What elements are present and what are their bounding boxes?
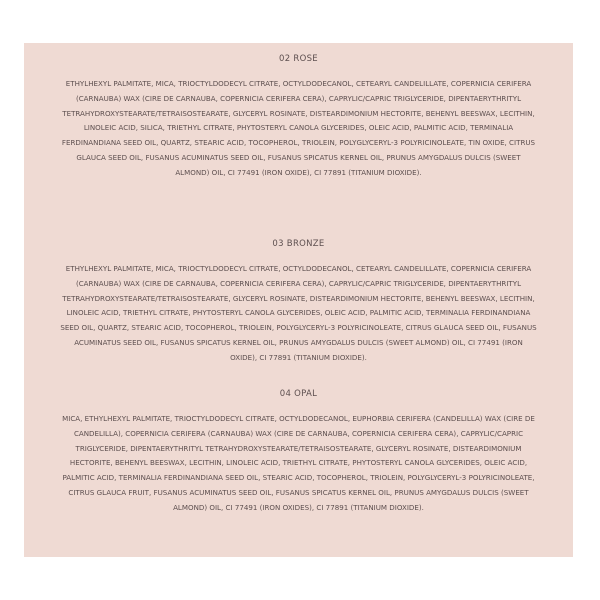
ingredients-text: ETHYLHEXYL PALMITATE, MICA, TRIOCTYLDODECYL CITRATE, OCTYLDODECANOL, CETEARYL CANDELILLATE, COPERNICIA CERIFERA (CARNAUBA) WAX (CIRE DE CARNAUBA, COPERNICIA CERIFERA CERA), CAPRYLIC/CAPRIC TRIGLYCERIDE, DIPENTAERYTHRITYL TETRAHYDROXYSTEARATE/TETRAISOSTEARATE, GLYCERYL ROSINATE, DISTEARDIMONIUM HECTORITE, BEHENYL BEESWAX, LECITHIN, LINOLEIC ACID, SILICA, TRIETHYL CITRATE, PHYTOSTERYL CANOLA GLYCERIDES, OLEIC ACID, PALMITIC ACID, TERMINALIA FERDINANDIANA SEED OIL, QUARTZ, STEARIC ACID, TOCOPHEROL, TRIOLEIN, POLYGLYCERYL-3 POLYRICINOLEATE, TIN OXIDE, CITRUS GLAUCA SEED OIL, FUSANUS ACUMINATUS SEED OIL, FUSANUS SPICATUS KERNEL OIL, PRUNUS AMYGDALUS DULCIS (SWEET ALMOND) OIL, CI 77491 (IRON OXIDE), CI 77891 (TITANIUM DIOXIDE).	[61, 79, 536, 177]
ingredients-panel	[24, 43, 573, 557]
ingredients-text: ETHYLHEXYL PALMITATE, MICA, TRIOCTYLDODECYL CITRATE, OCTYLDODECANOL, CETEARYL CANDELILLATE, COPERNICIA CERIFERA (CARNAUBA) WAX (CIRE DE CARNAUBA, COPERNICIA CERIFERA CERA), CAPRYLIC/CAPRIC TRIGLYCERIDE, DIPENTAERYTHRITYL TETRAHYDROXYSTEARATE/TETRAISOSTEARATE, GLYCERYL ROSINATE, DISTEARDIMONIUM HECTORITE, BEHENYL BEESWAX, LECITHIN, LINOLEIC ACID, TRIETHYL CITRATE, PHYTOSTERYL CANOLA GLYCERIDES, OLEIC ACID, PALMITIC ACID, TERMINALIA FERDINANDIANA SEED OIL, QUARTZ, STEARIC ACID, TOCOPHEROL, TRIOLEIN, POLYGLYCERYL-3 POLYRICINOLEATE, CITRUS GLAUCA SEED OIL, FUSANUS ACUMINATUS SEED OIL, FUSANUS SPICATUS KERNEL OIL, PRUNUS AMYGDALUS DULCIS (SWEET ALMOND) OIL, CI 77491 (IRON OXIDE), CI 77891 (TITANIUM DIOXIDE).	[60, 264, 537, 362]
section-title: 04 OPAL	[279, 389, 318, 399]
section-bronze	[60, 239, 537, 366]
section-title: 02 ROSE	[279, 54, 318, 64]
section-opal	[60, 389, 537, 516]
section-title: 03 BRONZE	[272, 239, 325, 249]
ingredients-text: MICA, ETHYLHEXYL PALMITATE, TRIOCTYLDODECYL CITRATE, OCTYLDODECANOL, EUPHORBIA CERIFERA (CANDELILLA) WAX (CIRE DE CANDELILLA), COPERNICIA CERIFERA (CARNAUBA) WAX (CIRE DE CARNAUBA, COPERNICIA CERIFERA CERA), CAPRYLIC/CAPRIC TRIGLYCERIDE, DIPENTAERYTHRITYL TETRAHYDROXYSTEARATE/TETRAISOSTEARATE, GLYCERYL ROSINATE, DISTEARDIMONIUM HECTORITE, BEHENYL BEESWAX, LECITHIN, LINOLEIC ACID, TRIETHYL CITRATE, PHYTOSTERYL CANOLA GLYCERIDES, OLEIC ACID, PALMITIC ACID, TERMINALIA FERDINANDIANA SEED OIL, STEARIC ACID, TOCOPHEROL, TRIOLEIN, POLYGLYCERYL-3 POLYRICINOLEATE, CITRUS GLAUCA FRUIT, FUSANUS ACUMINATUS SEED OIL, FUSANUS SPICATUS KERNEL OIL, PRUNUS AMYGDALUS DULCIS (SWEET ALMOND) OIL, CI 77491 (IRON OXIDES), CI 77891 (TITANIUM DIOXIDE).	[62, 414, 535, 512]
section-rose	[60, 54, 537, 181]
